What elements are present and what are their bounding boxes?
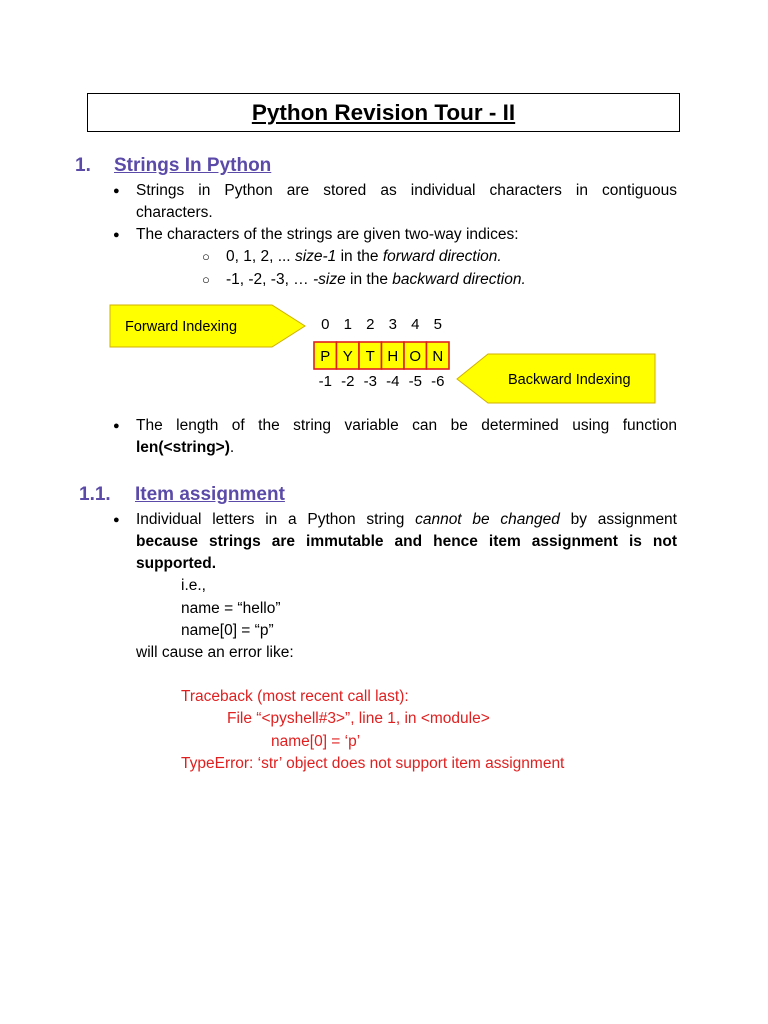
error-intro: will cause an error like: xyxy=(136,644,294,661)
bullet-icon: ● xyxy=(113,420,120,432)
page-title: Python Revision Tour - II xyxy=(251,100,516,125)
forward-index-label: 4 xyxy=(411,316,420,333)
letter-label: O xyxy=(409,348,422,365)
circle-bullet-icon: ○ xyxy=(202,272,210,287)
bullet-icon: ● xyxy=(113,514,120,526)
bullet-icon: ● xyxy=(113,185,120,197)
bullet-text-bold: because strings are immutable and hence item assignment is not xyxy=(136,533,677,550)
traceback-line: name[0] = ‘p’ xyxy=(271,733,361,750)
bullet-text: Strings in Python are stored as individual characters in contiguous xyxy=(136,182,677,199)
sub-bullet-forward: 0, 1, 2, ... size-1 in the forward direction. xyxy=(226,248,502,265)
backward-index-label: -1 xyxy=(318,373,332,390)
backward-index-label: -2 xyxy=(341,373,355,390)
backward-label: Backward Indexing xyxy=(508,372,631,388)
forward-index-label: 0 xyxy=(321,316,330,333)
forward-label: Forward Indexing xyxy=(125,319,238,335)
traceback-line: Traceback (most recent call last): xyxy=(181,688,409,705)
section-title: Strings In Python xyxy=(114,155,272,176)
bullet-text-cont: len(<string>). xyxy=(136,439,235,456)
letter-label: P xyxy=(320,348,331,365)
sub-bullet-backward: -1, -2, -3, … -size in the backward direction. xyxy=(226,271,526,288)
letter-label: N xyxy=(432,348,444,365)
section-title: Item assignment xyxy=(135,484,285,505)
backward-index-label: -4 xyxy=(386,373,400,390)
forward-index-label: 1 xyxy=(343,316,352,333)
forward-index-label: 2 xyxy=(366,316,375,333)
bullet-text-bold-cont: supported. xyxy=(136,555,217,572)
forward-index-label: 3 xyxy=(388,316,397,333)
code-line: name = “hello” xyxy=(181,600,281,617)
example-label: i.e., xyxy=(181,577,206,594)
letter-label: Y xyxy=(342,348,353,365)
circle-bullet-icon: ○ xyxy=(202,249,210,264)
backward-index-label: -5 xyxy=(408,373,422,390)
section-number: 1.1. xyxy=(79,484,111,505)
forward-index-label: 5 xyxy=(433,316,442,333)
backward-index-label: -3 xyxy=(363,373,377,390)
indexing-diagram xyxy=(0,0,768,420)
bullet-text: Individual letters in a Python string cannot be changed by assignment xyxy=(136,511,677,528)
section-number: 1. xyxy=(75,155,91,176)
bullet-text: The characters of the strings are given two-way indices: xyxy=(136,226,519,243)
bullet-text: The length of the string variable can be determined using function xyxy=(136,417,677,434)
traceback-line: TypeError: ‘str’ object does not support item assignment xyxy=(181,755,565,772)
backward-index-label: -6 xyxy=(431,373,445,390)
letter-label: H xyxy=(387,348,399,365)
traceback-line: File “<pyshell#3>”, line 1, in <module> xyxy=(227,710,490,727)
bullet-text-cont: characters. xyxy=(136,204,213,221)
letter-label: T xyxy=(365,348,375,365)
code-line: name[0] = “p” xyxy=(181,622,274,639)
bullet-icon: ● xyxy=(113,229,120,241)
